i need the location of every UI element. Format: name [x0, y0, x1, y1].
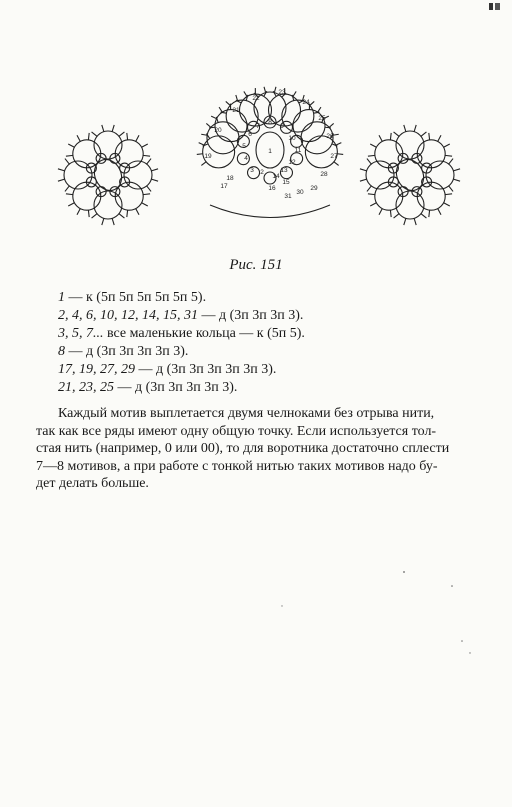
legend-ring-numbers: 2, 4, 6, 10, 12, 14, 15, 31 — [58, 308, 198, 323]
ring-number-label: 19 — [204, 153, 212, 160]
ring-number-label: 30 — [296, 189, 304, 196]
paragraph-line: 7—8 мотивов, а при работе с тонкой нитью таких мотивов надо бу- — [36, 458, 438, 474]
ring-number-label: 3 — [250, 167, 254, 174]
ring-number-label: 11 — [294, 147, 302, 154]
ring-number-label: 20 — [214, 127, 222, 134]
paragraph-line: стая нить (например, 0 или 00), то для воротника достаточно сплести — [36, 441, 450, 456]
ring-number-label: 8 — [268, 119, 272, 126]
ring-number-label: 2 — [260, 169, 264, 176]
ring-number-label: 4 — [244, 155, 248, 162]
ring-number-label: 28 — [320, 171, 328, 178]
ring-number-label: 13 — [280, 167, 288, 174]
ring-number-label: 9 — [280, 123, 284, 130]
ring-number-label: 29 — [310, 185, 318, 192]
ring-number-label: 31 — [284, 193, 292, 200]
ring-number-label: 14 — [272, 173, 280, 180]
ring-number-label: 18 — [226, 175, 234, 182]
legend-ring-numbers: 1 — [58, 290, 65, 305]
ring-number-label: 22 — [252, 95, 260, 102]
paragraph-line: так как все ряды имеют одну общую точку. Если используется тол- — [36, 423, 437, 439]
legend-ring-numbers: 3, 5, 7... — [58, 326, 104, 341]
ring-number-label: 10 — [288, 135, 296, 142]
figure-caption: Рис. 151 — [229, 257, 283, 273]
ring-number-label: 24 — [302, 99, 310, 106]
legend-instruction: — к (5п 5п 5п 5п 5п 5). — [65, 290, 207, 305]
ring-number-label: 1 — [268, 148, 272, 155]
ring-number-label: 7 — [256, 123, 260, 130]
legend-ring-numbers: 21, 23, 25 — [58, 380, 114, 395]
ring-number-label: 25 — [318, 115, 326, 122]
ring-number-label: 23 — [278, 89, 286, 96]
paragraph-line: дет делать больше. — [36, 476, 149, 491]
ring-number-label: 6 — [248, 131, 252, 138]
legend-ring-numbers: 8 — [58, 344, 65, 359]
ring-number-label: 5 — [242, 143, 246, 150]
ring-number-label: 26 — [326, 133, 334, 140]
legend-instruction: — д (3п 3п 3п 3п 3п 3). — [135, 362, 277, 377]
legend-instruction: все маленькие кольца — к (5п 5). — [103, 326, 305, 341]
ring-number-label: 17 — [220, 183, 228, 190]
ring-number-label: 12 — [288, 159, 296, 166]
legend-instruction: — д (3п 3п 3п 3п 3). — [65, 344, 189, 359]
ring-number-label: 16 — [268, 185, 276, 192]
ring-number-label: 15 — [282, 179, 290, 186]
legend-instruction: — д (3п 3п 3п 3). — [198, 308, 304, 323]
legend-instruction: — д (3п 3п 3п 3п 3). — [114, 380, 238, 395]
legend-ring-numbers: 17, 19, 27, 29 — [58, 362, 135, 377]
ring-number-label: 27 — [330, 153, 338, 160]
ring-number-label: 21 — [232, 107, 240, 114]
paragraph-line: Каждый мотив выплетается двумя челноками без отрыва нити, — [58, 406, 435, 421]
